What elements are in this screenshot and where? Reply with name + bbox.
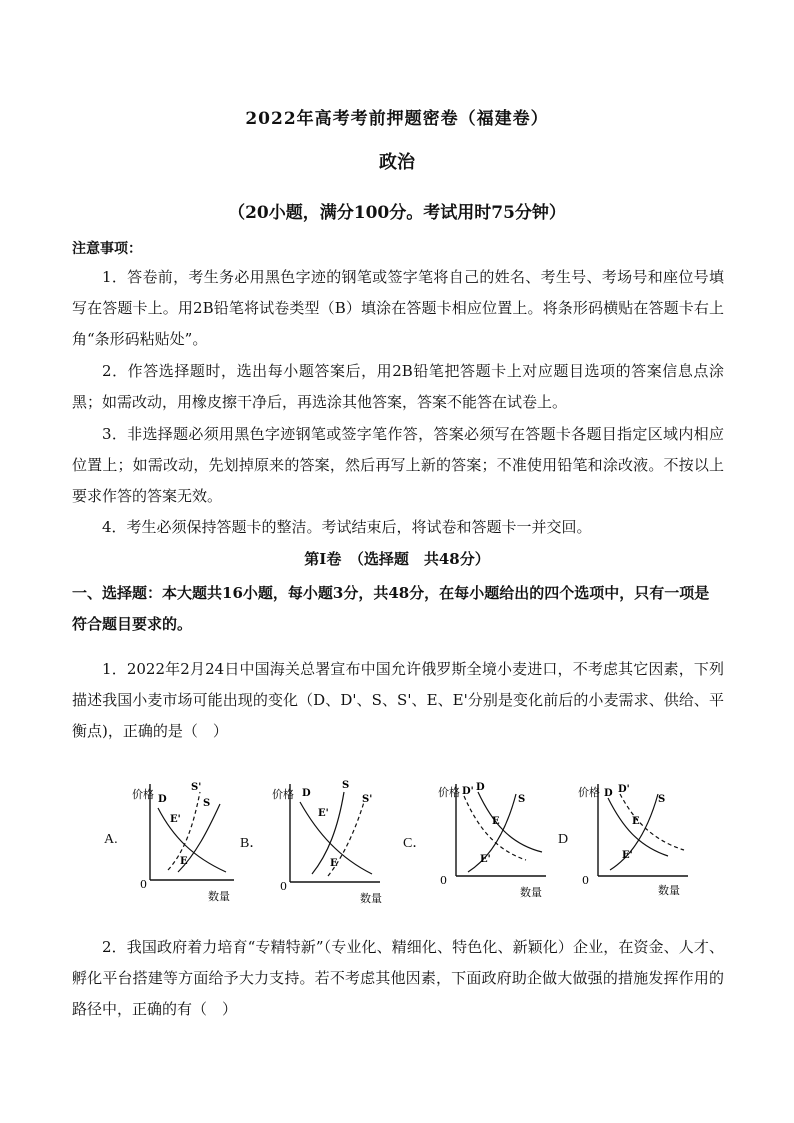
option-c-graph [434, 772, 552, 902]
option-b-label: B． [240, 836, 264, 851]
svg-text:S: S [342, 780, 350, 791]
svg-text:D: D [604, 788, 613, 799]
question-1-text: 1．2022年2月24日中国海关总署宣布中国允许俄罗斯全境小麦进口，不考虑其它因素，下列描述我国小麦市场可能出现的变化（D、D'、S、S'、E、E'分别是变化前后的小麦需求、供给、平衡点)，正确的是（ ） [72, 660, 724, 740]
svg-text:数量: 数量 [360, 892, 382, 905]
svg-text:价格: 价格 [438, 786, 460, 799]
svg-text:数量: 数量 [658, 884, 680, 897]
svg-text:E: E [180, 856, 188, 867]
svg-text:E': E' [318, 808, 329, 819]
option-d-graph [576, 772, 694, 902]
x-axis-label: 数量 [208, 890, 230, 902]
origin-label: 0 [140, 878, 147, 891]
svg-text:E: E [632, 816, 640, 827]
notice-heading: 注意事项： [72, 241, 142, 257]
section-instructions: 一、选择题：本大题共16小题，每小题3分，共48分，在每小题给出的四个选项中，只有一项是符合题目要求的。 [72, 584, 710, 633]
option-a-graph [128, 772, 240, 902]
svg-text:数量: 数量 [520, 886, 542, 899]
svg-text:E': E' [480, 854, 491, 865]
notice-item-2: 2．作答选择题时，选出每小题答案后，用2B铅笔把答题卡上对应题目选项的答案信息点涂黑；如需改动，用橡皮擦干净后，再选涂其他答案，答案不能答在试卷上。 [72, 362, 724, 411]
svg-text:S': S' [362, 794, 373, 805]
svg-text:价格: 价格 [578, 786, 600, 799]
svg-text:D': D' [462, 786, 474, 797]
notice-item-4: 4．考生必须保持答题卡的整洁。考试结束后，将试卷和答题卡一并交回。 [102, 518, 592, 536]
question-2-text: 2．我国政府着力培育“专精特新”（专业化、精细化、特色化、新颖化）企业，在资金、人才、孵化平台搭建等方面给予大力支持。若不考虑其他因素，下面政府助企做大做强的措施发挥作用的路径中，正确的有（ ） [72, 938, 724, 1018]
svg-text:D': D' [618, 784, 630, 795]
section-title: 第Ⅰ卷 （选择题 共48分） [304, 550, 490, 568]
option-c-label: C． [403, 836, 427, 851]
option-b-graph [268, 772, 386, 907]
svg-text:S': S' [191, 782, 202, 793]
svg-text:D: D [476, 782, 485, 793]
notice-item-3: 3．非选择题必须用黑色字迹钢笔或签字笔作答，答案必须写在答题卡各题目指定区域内相应位置上；如需改动，先划掉原来的答案，然后再写上新的答案；不准使用铅笔和涂改液。不按以上要求作答的答案无效。 [72, 425, 724, 505]
svg-text:S: S [658, 794, 666, 805]
svg-text:0: 0 [280, 880, 287, 893]
subject-title: 政治 [379, 152, 415, 173]
svg-text:E: E [492, 816, 500, 827]
notice-item-1: 1．答卷前，考生务必用黑色字迹的钢笔或签字笔将自己的姓名、考生号、考场号和座位号填写在答题卡上。用2B铅笔将试卷类型（B）填涂在答题卡相应位置上。将条形码横贴在答题卡右上角“条形码粘贴处”。 [72, 268, 724, 348]
svg-text:0: 0 [440, 874, 447, 887]
exam-meta: （20小题，满分100分。考试用时75分钟） [228, 203, 566, 223]
exam-title: 2022年高考考前押题密卷（福建卷） [245, 109, 549, 129]
option-a-label: A. [104, 832, 118, 847]
svg-text:价格: 价格 [272, 788, 294, 801]
svg-text:E': E' [170, 814, 181, 825]
svg-text:D: D [158, 794, 167, 805]
svg-text:E': E' [622, 850, 633, 861]
svg-text:S: S [203, 798, 211, 809]
svg-text:0: 0 [582, 874, 589, 887]
svg-text:S: S [518, 794, 526, 805]
svg-text:E: E [330, 858, 338, 869]
svg-text:D: D [302, 788, 311, 799]
demand-curve-d [158, 808, 226, 872]
y-axis-label: 价格 [132, 788, 154, 801]
option-d-label: D [558, 832, 569, 847]
